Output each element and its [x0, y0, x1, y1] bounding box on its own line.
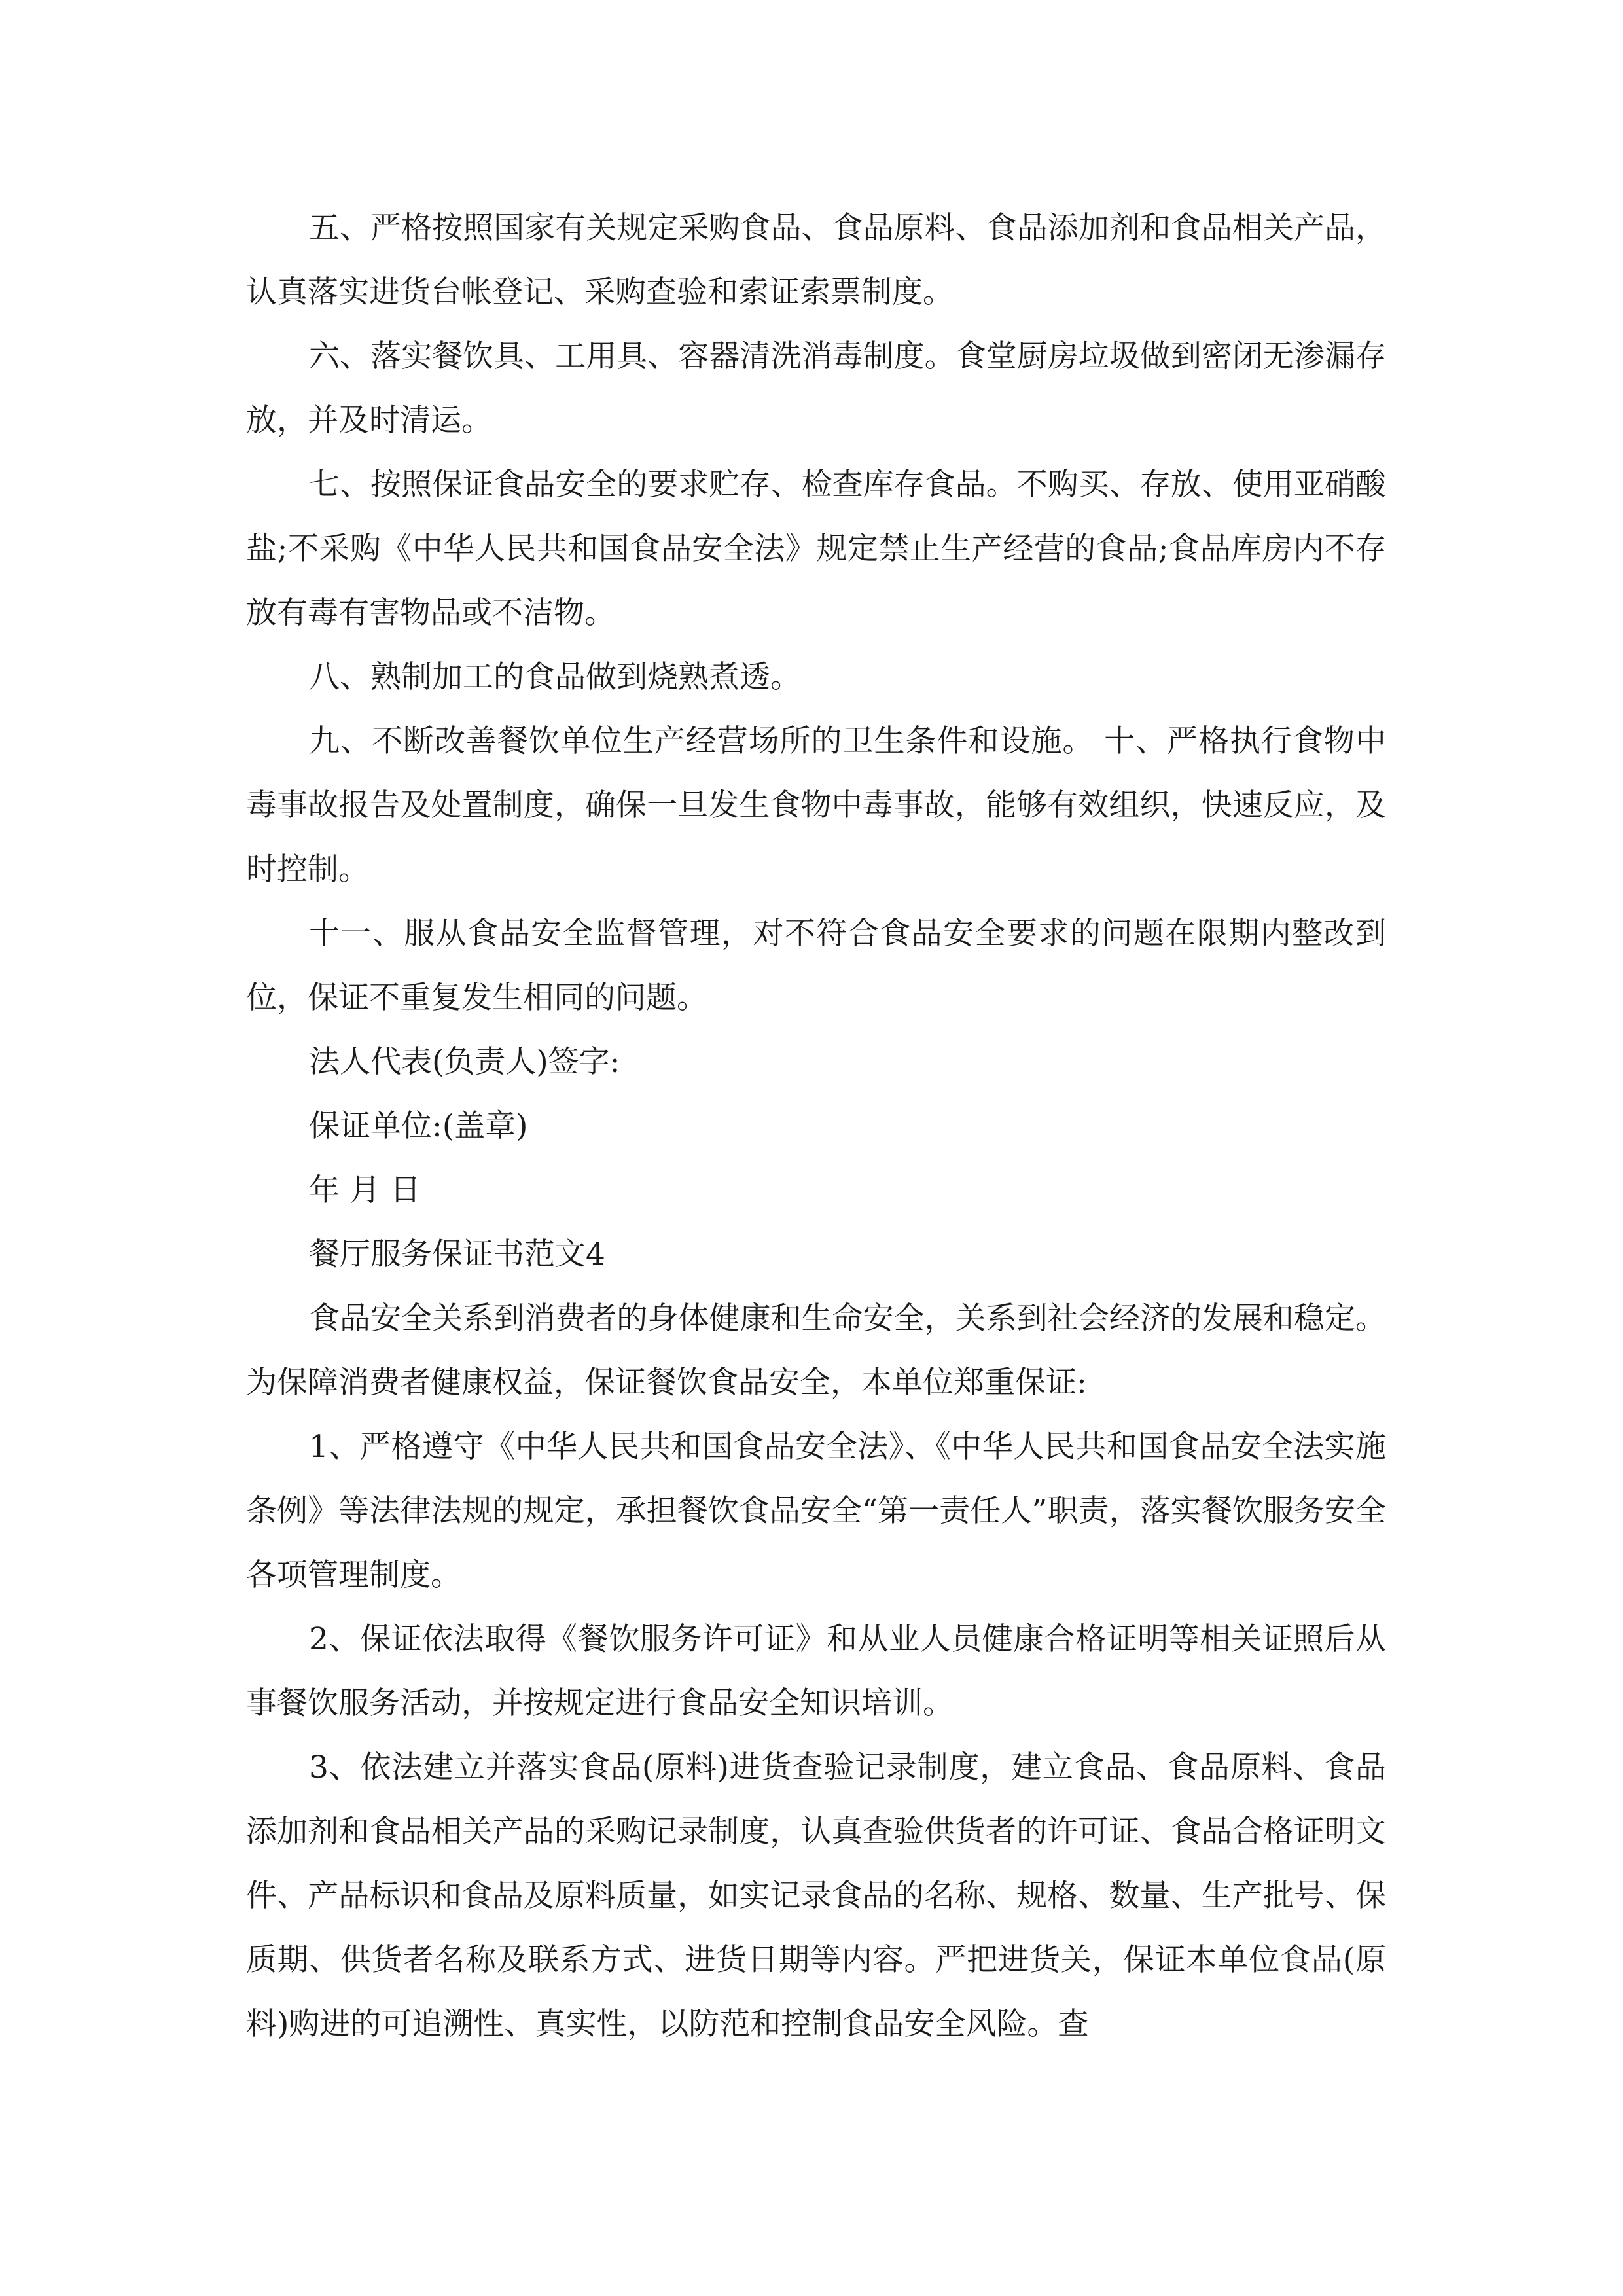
paragraph-5-procurement: 五、严格按照国家有关规定采购食品、食品原料、食品添加剂和食品相关产品，认真落实进货台帐登记、采购查验和索证索票制度。	[246, 210, 1386, 310]
signature-line: 法人代表(负责人)签字:	[309, 1044, 620, 1080]
seal-line: 保证单位:(盖章)	[309, 1108, 528, 1144]
document-body	[246, 196, 1386, 2056]
date-line: 年 月 日	[309, 1172, 421, 1208]
paragraph-8-cooking: 八、熟制加工的食品做到烧熟煮透。	[309, 659, 801, 695]
paragraph-6-cleaning: 六、落实餐饮具、工用具、容器清洗消毒制度。食堂厨房垃圾做到密闭无渗漏存放，并及时清运。	[246, 338, 1386, 439]
paragraph-7-storage: 七、按照保证食品安全的要求贮存、检查库存食品。不购买、存放、使用亚硝酸盐;不采购《中华人民共和国食品安全法》规定禁止生产经营的食品;食品库房内不存放有毒有害物品或不洁物。	[246, 467, 1386, 631]
paragraph-9-10-facilities: 九、不断改善餐饮单位生产经营场所的卫生条件和设施。 十、严格执行食物中毒事故报告及处置制度，确保一旦发生食物中毒事故，能够有效组织，快速反应，及时控制。	[246, 723, 1386, 888]
intro-paragraph: 食品安全关系到消费者的身体健康和生命安全，关系到社会经济的发展和稳定。为保障消费者健康权益，保证餐饮食品安全，本单位郑重保证:	[246, 1300, 1386, 1401]
item-3-paragraph: 3、依法建立并落实食品(原料)进货查验记录制度，建立食品、食品原料、食品添加剂和食品相关产品的采购记录制度，认真查验供货者的许可证、食品合格证明文件、产品标识和食品及原料质量，如实记录食品的名称、规格、数量、生产批号、保质期、供货者名称及联系方式、进货日期等内容。严把进货关，保证本单位食品(原料)购进的可追溯性、真实性，以防范和控制食品安全风险。查	[246, 1749, 1386, 2042]
item-2-paragraph: 2、保证依法取得《餐饮服务许可证》和从业人员健康合格证明等相关证照后从事餐饮服务活动，并按规定进行食品安全知识培训。	[246, 1621, 1386, 1721]
paragraph-11-supervision: 十一、服从食品安全监督管理，对不符合食品安全要求的问题在限期内整改到位，保证不重复发生相同的问题。	[246, 916, 1386, 1016]
item-1-paragraph: 1、严格遵守《中华人民共和国食品安全法》、《中华人民共和国食品安全法实施条例》等法律法规的规定，承担餐饮食品安全“第一责任人”职责，落实餐饮服务安全各项管理制度。	[246, 1429, 1386, 1593]
section-heading: 餐厅服务保证书范文4	[309, 1236, 605, 1272]
